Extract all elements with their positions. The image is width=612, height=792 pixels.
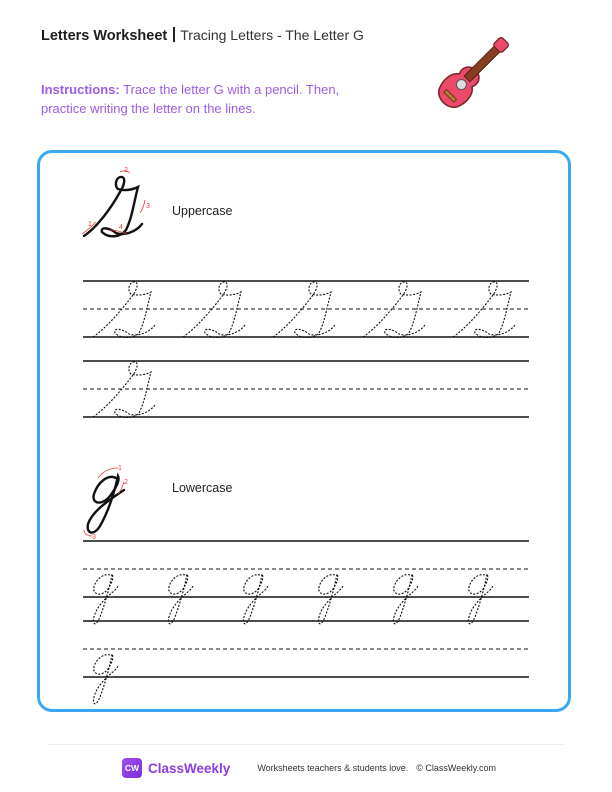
footer-brand: ClassWeekly <box>148 760 231 776</box>
title-subtitle: Tracing Letters - The Letter G <box>180 27 364 43</box>
lowercase-demo-letter <box>84 465 128 541</box>
footer-divider <box>48 744 564 745</box>
classweekly-logo-icon: CW <box>122 758 142 778</box>
svg-text:1: 1 <box>118 465 122 472</box>
lowercase-label: Lowercase <box>172 481 233 495</box>
svg-text:3: 3 <box>92 534 96 541</box>
uppercase-label: Uppercase <box>172 204 233 218</box>
svg-text:4: 4 <box>119 224 123 231</box>
instructions-text: Trace the letter G with a pencil. Then, practice writing the letter on the lines. <box>41 82 340 116</box>
uppercase-demo-letter <box>82 167 150 236</box>
title-main: Letters Worksheet <box>41 28 168 44</box>
footer-copyright: © ClassWeekly.com <box>416 763 497 773</box>
footer <box>122 757 496 779</box>
svg-text:1: 1 <box>88 221 92 228</box>
svg-text:2: 2 <box>124 167 128 174</box>
svg-text:3: 3 <box>146 203 150 210</box>
svg-text:2: 2 <box>124 479 128 486</box>
footer-tagline: Worksheets teachers & students love. <box>257 763 409 773</box>
instructions-label: Instructions: <box>41 82 120 97</box>
